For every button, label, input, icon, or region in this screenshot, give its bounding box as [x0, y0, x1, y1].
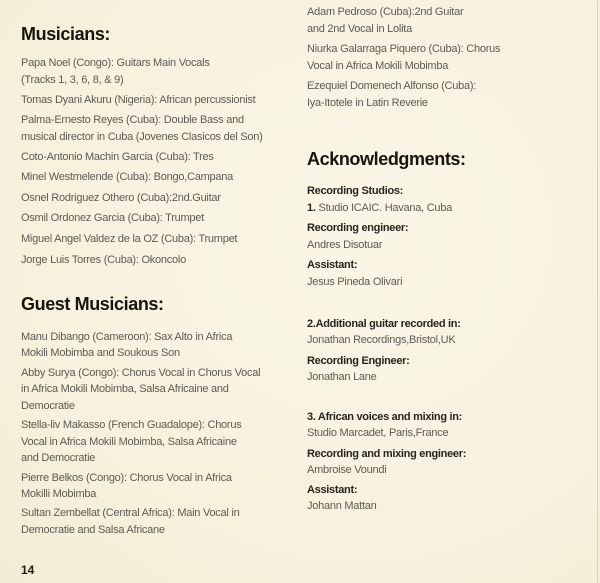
credit-value: Andres Disotuar [307, 239, 383, 251]
guest-musician-entry: and Democratie [21, 452, 96, 464]
musician-entry: Osnel Rodriguez Othero (Cuba):2nd.Guitar [21, 192, 221, 204]
credit-value: Jonathan Recordings,Bristol,UK [307, 334, 456, 346]
credit-label: Recording Engineer: [307, 355, 410, 367]
guest-musician-entry: Manu Dibango (Cameroon): Sax Alto in Africa [21, 331, 233, 343]
credit-value: Ambroise Voundi [307, 464, 387, 476]
guest-musician-entry: Stella-liv Makasso (French Guadalope): Chorus [21, 419, 242, 431]
credit-label: 3. African voices and mixing in: [307, 411, 463, 423]
musician-entry: (Tracks 1, 3, 6, 8, & 9) [21, 74, 124, 86]
credit-label: Recording engineer: [307, 222, 409, 234]
credit-label: Assistant: [307, 484, 358, 496]
musician-entry: Papa Noel (Congo): Guitars Main Vocals [21, 57, 210, 69]
musician-entry: Jorge Luis Torres (Cuba): Okoncolo [21, 254, 186, 266]
credit-value: Jonathan Lane [307, 371, 377, 383]
credit-label: 2.Additional guitar recorded in: [307, 318, 461, 330]
musician-entry: Tomas Dyani Akuru (Nigeria): African percussionist [21, 94, 256, 106]
musician-entry: musical director in Cuba (Jovenes Clasicos del Son) [21, 131, 263, 143]
credit-value: Johann Mattan [307, 500, 377, 512]
musician-entry: Palma-Ernesto Reyes (Cuba): Double Bass and [21, 114, 244, 126]
musicians-heading: Musicians: [21, 24, 111, 44]
musician-entry: Osmil Ordonez Garcia (Cuba): Trumpet [21, 212, 204, 224]
musician-entry: Coto-Antonio Machin Garcia (Cuba): Tres [21, 151, 214, 163]
guest-musician-entry: Democratie [21, 400, 75, 412]
guest-musician-entry: Adam Pedroso (Cuba):2nd Guitar [307, 6, 464, 18]
musician-entry: Miguel Angel Valdez de la OZ (Cuba): Trumpet [21, 233, 238, 245]
guest-musician-entry: Sultan Zembellat (Central Africa): Main Vocal in [21, 507, 240, 519]
guest-musician-entry: Mokili Mobimba and Soukous Son [21, 347, 180, 359]
guest-musician-entry: Vocal in Africa Mokili Mobimba [307, 60, 449, 72]
musician-entry: Minel Westmelende (Cuba): Bongo,Campana [21, 171, 233, 183]
credit-value: Studio Marcadet, Paris,France [307, 427, 449, 439]
guest-musician-entry: and 2nd Vocal in Lolita [307, 23, 412, 35]
guest-musician-entry: Ezequiel Domenech Alfonso (Cuba): [307, 80, 477, 92]
guest-musician-entry: Democratie and Salsa Africane [21, 524, 165, 536]
guest-musician-entry: Pierre Belkos (Congo): Chorus Vocal in Africa [21, 472, 232, 484]
credit-value: 1. Studio ICAIC. Havana, Cuba [307, 202, 453, 214]
guest-musician-entry: Iya-Itotele in Latin Reverie [307, 97, 428, 109]
credit-label: Assistant: [307, 259, 358, 271]
acknowledgments-heading: Acknowledgments: [307, 149, 466, 169]
credit-label: Recording and mixing engineer: [307, 448, 467, 460]
credit-value: Jesus Pineda Olivari [307, 276, 403, 288]
guest-musician-entry: Abby Surya (Congo): Chorus Vocal in Chorus Vocal [21, 367, 261, 379]
guest-musician-entry: Vocal in Africa Mokili Mobimba, Salsa Africaine [21, 436, 237, 448]
guest-musicians-heading: Guest Musicians: [21, 294, 164, 314]
page-edge-divider [597, 0, 598, 583]
guest-musician-entry: Niurka Galarraga Piquero (Cuba): Chorus [307, 43, 501, 55]
guest-musician-entry: Mokilli Mobimba [21, 488, 97, 500]
credit-label: Recording Studios: [307, 185, 404, 197]
credit-number: 1. [307, 202, 316, 214]
page-number: 14 [21, 563, 35, 577]
guest-musician-entry: in Africa Mokili Mobimba, Salsa Africaine and [21, 383, 229, 395]
